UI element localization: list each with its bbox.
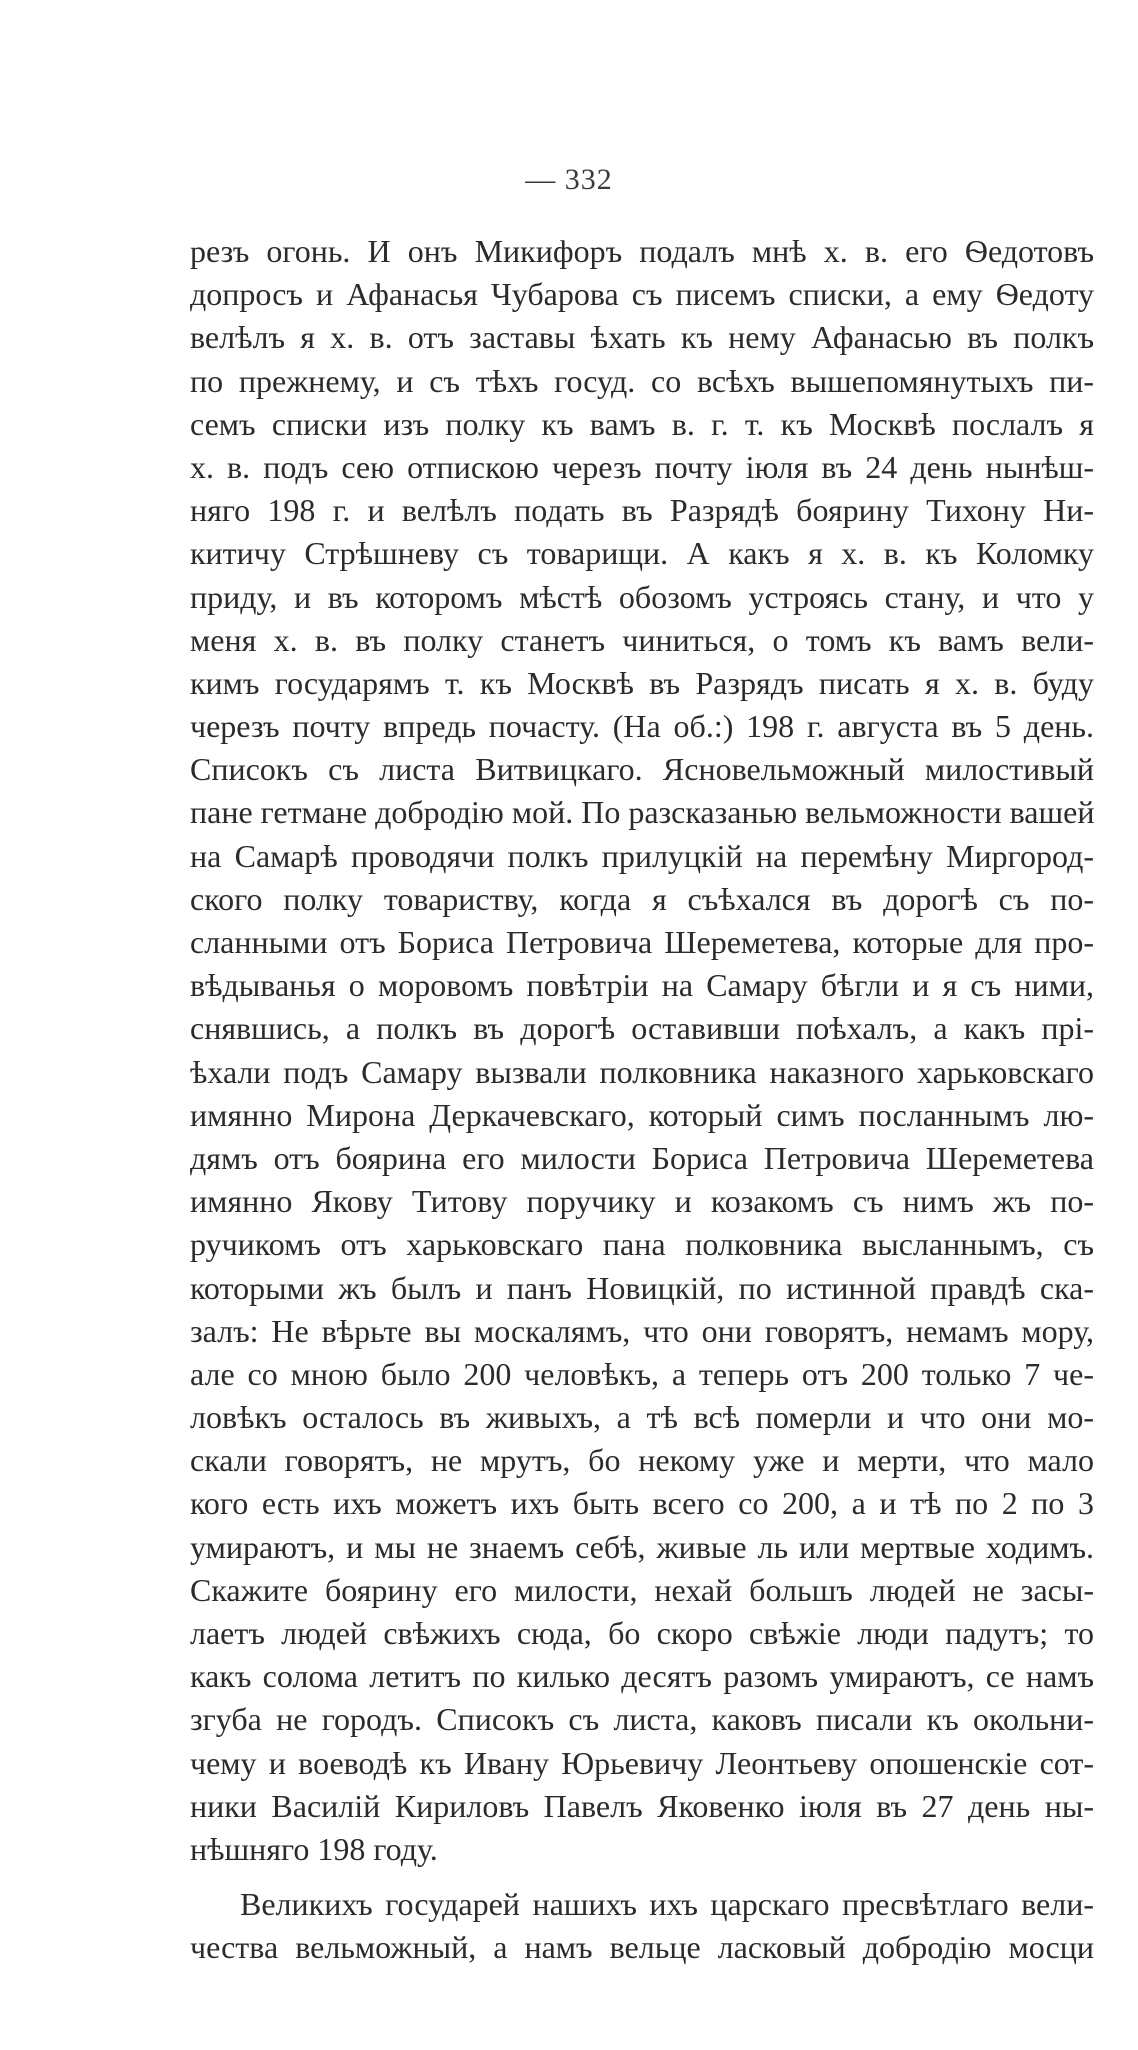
text-line: х. в. подъ сею отпискою черезъ почту іюля въ 24 день нынѣш- [190,448,1094,485]
text-line: имянно Якову Титову поручику и козакомъ съ нимъ жъ по- [190,1183,1094,1220]
text-line: Великихъ государей нашихъ ихъ царскаго пресвѣтлаго вели- [240,1886,1094,1923]
text-line: на Самарѣ проводячи полкъ прилуцкій на перемѣну Миргород- [190,837,1094,874]
text-line: снявшись, а полкъ въ дорогѣ оставивши поѣхалъ, а какъ прі- [190,1010,1094,1047]
text-line: лаетъ людей свѣжихъ сюда, бо скоро свѣжіе люди падутъ; то [190,1615,1094,1651]
text-line: черезъ почту впредь почасту. (На об.:) 198 г. августа въ 5 день. [190,708,1094,745]
text-line: семъ списки изъ полку къ вамъ в. г. т. къ Москвѣ послалъ я [190,405,1094,442]
text-line: имянно Мирона Деркачевскаго, который симъ посланнымъ лю- [190,1096,1094,1133]
paragraph-gap [190,1871,1094,1883]
text-line: чему и воеводѣ къ Ивану Юрьевичу Леонтьеву опошенскіе сот- [190,1744,1094,1781]
text-line: дямъ отъ боярина его милости Бориса Петровича Шереметева [190,1139,1094,1176]
text-line: згуба не городъ. Списокъ съ листа, каковъ писали къ окольни- [190,1701,1094,1738]
text-line: нѣшняго 198 году. [190,1830,438,1867]
paragraph [190,230,1094,1871]
text-line: пане гетмане добродію мой. По разсказанью вельможности вашей [190,794,1094,831]
text-line: которыми жъ былъ и панъ Новицкій, по истинной правдѣ ска- [190,1269,1094,1306]
text-line: Списокъ съ листа Витвицкаго. Ясновельможный милостивый [190,751,1094,788]
text-line: какъ солома летитъ по килько десятъ разомъ умираютъ, се намъ [190,1658,1094,1695]
text-line: умираютъ, и мы не знаемъ себѣ, живые ль или мертвые ходимъ. [190,1528,1094,1565]
text-line: ловѣкъ осталось въ живыхъ, а тѣ всѣ померли и что они мо- [190,1399,1094,1436]
text-line: вѣдыванья о моровомъ повѣтріи на Самару бѣгли и я съ ними, [190,967,1094,1004]
text-line: ники Василій Кириловъ Павелъ Яковенко іюля въ 27 день ны- [190,1787,1094,1824]
paragraph [190,1883,1094,1969]
text-line: китичу Стрѣшневу съ товарищи. А какъ я х. в. къ Коломку [190,535,1094,572]
text-line: чества вельможный, а намъ вельце ласковый добродію мосци [190,1929,1094,1966]
text-line: кого есть ихъ можетъ ихъ быть всего со 200, а и тѣ по 2 по 3 [190,1485,1094,1522]
text-line: меня х. в. въ полку станетъ чиниться, о томъ къ вамъ вели- [190,621,1094,658]
text-line: по прежнему, и съ тѣхъ госуд. со всѣхъ вышепомянутыхъ пи- [190,362,1094,399]
text-line: кимъ государямъ т. къ Москвѣ въ Разрядъ писать я х. в. буду [190,664,1094,701]
text-line: ѣхали подъ Самару вызвали полковника наказного харьковскаго [190,1053,1094,1090]
page-number: — 332 [525,163,613,196]
text-line: ского полку товариству, когда я съѣхался въ дорогѣ съ по- [190,880,1094,917]
text-line: резъ огонь. И онъ Микифоръ подалъ мнѣ х. в. его Ѳедотовъ [190,233,1094,269]
text-line: приду, и въ которомъ мѣстѣ обозомъ устроясь стану, и что у [190,578,1094,615]
text-line: велѣлъ я х. в. отъ заставы ѣхать къ нему Афанасью въ полкъ [190,319,1094,356]
text-line: залъ: Не вѣрьте вы москалямъ, что они говорятъ, немамъ мору, [190,1312,1094,1349]
text-line: няго 198 г. и велѣлъ подать въ Разрядѣ боярину Тихону Ни- [190,492,1094,529]
text-line: сланными отъ Бориса Петровича Шереметева, которые для про- [190,924,1094,960]
text-line: скали говорятъ, не мрутъ, бо некому уже и мерти, что мало [190,1442,1094,1479]
text-line: але со мною было 200 человѣкъ, а теперь отъ 200 только 7 че- [190,1355,1094,1392]
text-line: ручикомъ отъ харьковскаго пана полковника высланнымъ, съ [190,1226,1094,1263]
text-line: допросъ и Афанасья Чубарова съ писемъ списки, а ему Ѳедоту [190,276,1094,313]
text-line: Скажите боярину его милости, нехай большъ людей не засы- [190,1571,1094,1608]
body-text [190,230,1094,1970]
